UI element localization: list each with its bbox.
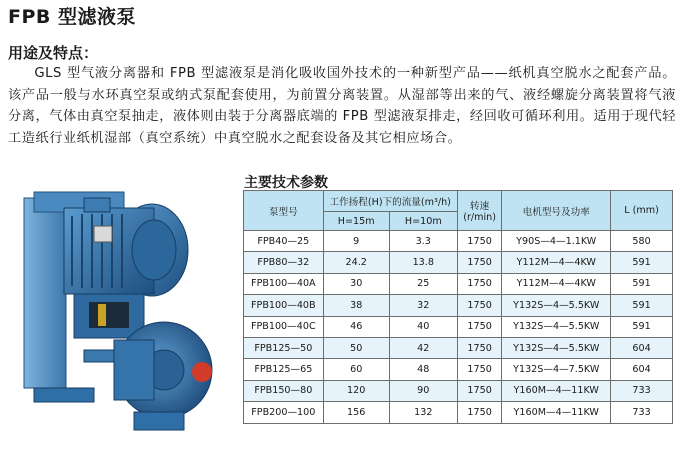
cell-model: FPB40—25	[244, 231, 324, 252]
cell-speed: 1750	[457, 273, 502, 294]
table-row	[244, 295, 673, 316]
cell-h15: 9	[323, 231, 389, 252]
page-title: FPB 型滤液泵	[8, 6, 137, 28]
cell-h15: 24.2	[323, 252, 389, 273]
cell-h15: 60	[323, 359, 389, 380]
cell-motor: Y90S—4—1.1KW	[502, 231, 611, 252]
cell-speed: 1750	[457, 402, 502, 423]
col-header-motor: 电机型号及功率	[502, 191, 611, 231]
col-header-speed: 转速 (r/min)	[457, 191, 502, 231]
cell-motor: Y112M—4—4KW	[502, 252, 611, 273]
cell-speed: 1750	[457, 252, 502, 273]
table-row	[244, 231, 673, 252]
cell-h10: 48	[389, 359, 457, 380]
table-row	[244, 316, 673, 337]
col-header-h15: H=15m	[323, 212, 389, 231]
cell-model: FPB125—65	[244, 359, 324, 380]
spec-table	[243, 190, 673, 424]
pump-image	[14, 190, 239, 450]
cell-speed: 1750	[457, 231, 502, 252]
cell-h15: 38	[323, 295, 389, 316]
cell-length: 733	[611, 380, 673, 401]
cell-h10: 32	[389, 295, 457, 316]
cell-motor: Y160M—4—11KW	[502, 380, 611, 401]
col-header-model: 泵型号	[244, 191, 324, 231]
table-row	[244, 402, 673, 423]
cell-h10: 3.3	[389, 231, 457, 252]
section-heading: 用途及特点：	[8, 44, 99, 62]
cell-model: FPB125—50	[244, 337, 324, 358]
cell-model: FPB200—100	[244, 402, 324, 423]
cell-model: FPB150—80	[244, 380, 324, 401]
cell-h10: 42	[389, 337, 457, 358]
cell-speed: 1750	[457, 316, 502, 337]
cell-model: FPB100—40B	[244, 295, 324, 316]
cell-length: 733	[611, 402, 673, 423]
col-header-flow: 工作扬程(H)下的流量(m³/h)	[323, 191, 457, 212]
cell-length: 580	[611, 231, 673, 252]
cell-speed: 1750	[457, 337, 502, 358]
cell-model: FPB100—40A	[244, 273, 324, 294]
table-row	[244, 380, 673, 401]
cell-length: 591	[611, 252, 673, 273]
cell-motor: Y132S—4—5.5KW	[502, 295, 611, 316]
cell-h15: 120	[323, 380, 389, 401]
col-header-h10: H=10m	[389, 212, 457, 231]
cell-h15: 30	[323, 273, 389, 294]
table-title: 主要技术参数	[244, 175, 328, 191]
cell-h15: 50	[323, 337, 389, 358]
cell-h10: 40	[389, 316, 457, 337]
cell-speed: 1750	[457, 295, 502, 316]
cell-length: 591	[611, 295, 673, 316]
cell-model: FPB100—40C	[244, 316, 324, 337]
table-row	[244, 252, 673, 273]
cell-motor: Y132S—4—5.5KW	[502, 316, 611, 337]
cell-speed: 1750	[457, 380, 502, 401]
cell-h15: 46	[323, 316, 389, 337]
cell-h10: 13.8	[389, 252, 457, 273]
cell-model: FPB80—32	[244, 252, 324, 273]
cell-length: 591	[611, 316, 673, 337]
cell-motor: Y132S—4—5.5KW	[502, 337, 611, 358]
cell-length: 604	[611, 337, 673, 358]
cell-h10: 132	[389, 402, 457, 423]
description-paragraph: GLS 型气液分离器和 FPB 型滤液泵是消化吸收国外技术的一种新型产品——纸机真空脱水之配套产品。该产品一般与水环真空泵或纳式泵配套使用，为前置分离装置。从湿部等出来的气、液经螺旋分离装置将气液分离，气体由真空泵抽走，液体则由装于分离器底端的 FPB 型滤液泵排走，经回收可循环利用。适用于现代轻工造纸行业纸机湿部（真空系统）中真空脱水之配套设备及其它相应场合。	[8, 66, 676, 146]
cell-length: 604	[611, 359, 673, 380]
cell-motor: Y112M—4—4KW	[502, 273, 611, 294]
cell-speed: 1750	[457, 359, 502, 380]
cell-h10: 25	[389, 273, 457, 294]
cell-length: 591	[611, 273, 673, 294]
table-row	[244, 359, 673, 380]
cell-motor: Y160M—4—11KW	[502, 402, 611, 423]
cell-h15: 156	[323, 402, 389, 423]
cell-h10: 90	[389, 380, 457, 401]
table-row	[244, 337, 673, 358]
col-header-length: L (mm)	[611, 191, 673, 231]
table-row	[244, 273, 673, 294]
cell-motor: Y132S—4—7.5KW	[502, 359, 611, 380]
